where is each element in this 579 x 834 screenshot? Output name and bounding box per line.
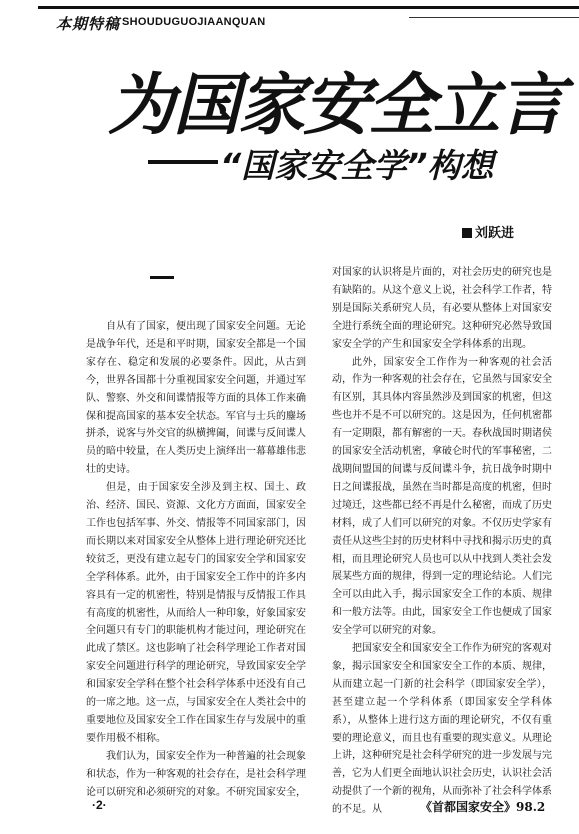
paragraph: 把国家安全和国家安全工作作为研究的客观对象，揭示国家安全和国家安全工作的本质、规律，从而建立起一门新的社会科学（即国家安全学），甚至建立起一个学科体系（即国家安全学科体系），从整体上进行这方面的理论研究，不仅有重要的理论意义，而且也有重要的现实意义。从理论上讲，这种研究是社会科学研究的进一步发展与完善，它为人们更全面地认识社会历史，认识社会活动提供了一个新的视角，从而弥补了社会科学体系的不足。从	[332, 643, 552, 816]
square-bullet-icon	[462, 228, 472, 238]
paragraph: 我们认为，国家安全作为一种普遍的社会现象和状态，作为一种客观的社会存在，是社会科学理论可以研究和必须研究的对象。不研究国家安全，	[86, 750, 306, 798]
section-number-one	[150, 276, 174, 279]
header-section-en: SHOUDUGUOJIAANQUAN	[122, 16, 266, 28]
author-byline	[462, 222, 514, 241]
journal-citation: 《首都国家安全》98.2	[420, 800, 546, 814]
paragraph: 此外，国家安全工作作为一种客观的社会活动，作为一种客观的社会存在，它虽然与国家安全有区别，其具体内容虽然涉及到国家的机密，但这些也并不是不可以研究的。这是因为，任何机密都有一定期限，都有解密的一天。春秋战国时期诸侯的国家安全活动机密，拿破仑时代的军事秘密，二战期间盟国的间谍与反间谍斗争，抗日战争时期中日之间谍报战，虽然在当时都是高度的机密，但时过境迁，这些都已经不再是什么秘密，而成了历史材料，成了人们可以研究的对象。不仅历史学家有责任从这些尘封的历史材料中寻找和揭示历史的真相，而且理论研究人员也可以从中找到人类社会发展某些方面的规律，得到一定的理论结论。人们完全可以由此入手，揭示国家安全工作的本质、规律和一般方法等。由此，国家安全工作也便成了国家安全学可以研究的对象。	[332, 356, 552, 637]
author-name: 刘跃进	[475, 226, 515, 241]
right-column	[332, 264, 552, 819]
header-section-cn: 本期特稿	[56, 15, 121, 33]
article-subtitle: “国家安全学”构想	[220, 146, 494, 185]
page-number: ·2·	[92, 798, 107, 812]
paragraph: 自从有了国家，便出现了国家安全问题。无论是战争年代，还是和平时期，国家安全都是一个国家存在、稳定和发展的必要条件。因此，从古到今，世界各国都十分重视国家安全问题，并通过军队、警察、外交和间谍情报等方面的具体工作来确保和提高国家的基本安全状态。军官与士兵的鏖场拼杀，说客与外交官的纵横捭阖，间谍与反间谍人员的暗中较量，在人类历史上演绎出一幕幕雄伟悲壮的史诗。	[86, 321, 306, 476]
article-title: 为国家安全立言	[108, 66, 563, 144]
running-header	[38, 6, 579, 33]
header-rule	[409, 17, 579, 18]
paragraph: 对国家的认识将是片面的，对社会历史的研究也是有缺陷的。从这个意义上说，社会科学工作者，特别是国际关系研究人员，有必要从整体上对国家安全进行系统全面的理论研究。这种研究必然导致国家安全学的产生和国家安全学科体系的出现。	[332, 267, 552, 350]
left-column	[86, 318, 306, 801]
subtitle-dash	[148, 160, 218, 164]
paragraph: 但是，由于国家安全涉及到主权、国土、政治、经济、国民、资源、文化方方面面，国家安全工作也包括军事、外交、情报等不同国家部门，因而长期以来对国家安全从整体上进行理论研究还比较贫乏，更没有建立起专门的国家安全学和国家安全学科体系。此外，由于国家安全工作中的许多内容具有一定的机密性，特别是情报与反情报工作具有高度的机密性，从而给人一种印象，好象国家安全问题只有专门的职能机构才能过问，理论研究在此成了禁区。这也影响了社会科学理论工作者对国家安全问题进行科学的理论研究，导致国家安全学和国家安全学科在整个社会科学体系中还没有自己的一席之地。这一点，与国家安全在人类社会中的重要地位及国家安全工作在国家生存与发展中的重要作用极不相称。	[86, 482, 306, 744]
